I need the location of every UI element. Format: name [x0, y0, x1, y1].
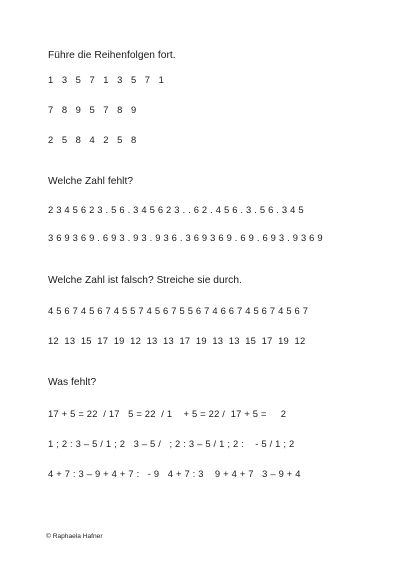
section-3-heading: Welche Zahl ist falsch? Streiche sie durch.	[48, 275, 242, 286]
sequence-row: 2 5 8 4 2 5 8	[48, 134, 137, 145]
copyright-footer: © Raphaela Hafner	[46, 533, 103, 540]
sequence-row: 2 3 4 5 6 2 3 . 5 6 . 3 4 5 6 2 3 . . 6 2 . 4 5 6 . 3 . 5 6 . 3 4 5	[48, 204, 304, 215]
section-4-heading: Was fehlt?	[48, 377, 97, 388]
sequence-row: 12 13 15 17 19 12 13 13 17 19 13 13 15 17 19 12	[48, 335, 306, 346]
sequence-row: 3 6 9 3 6 9 . 6 9 3 . 9 3 . 9 3 6 . 3 6 9 3 6 9 . 6 9 . 6 9 3 . 9 3 6 9	[48, 232, 323, 243]
sequence-row: 7 8 9 5 7 8 9	[48, 104, 137, 115]
sequence-row: 4 5 6 7 4 5 6 7 4 5 5 7 4 5 6 7 5 5 6 7 4 6 6 7 4 5 6 7 4 5 6 7	[48, 305, 309, 316]
section-2-heading: Welche Zahl fehlt?	[48, 176, 134, 187]
equation-row: 17 + 5 = 22 / 17 5 = 22 / 1 + 5 = 22 / 17 + 5 = 2	[48, 408, 287, 419]
equation-row: 1 ; 2 : 3 – 5 / 1 ; 2 3 – 5 / ; 2 : 3 – 5 / 1 ; 2 : - 5 / 1 ; 2	[48, 438, 295, 449]
equation-row: 4 + 7 : 3 – 9 + 4 + 7 : - 9 4 + 7 : 3 9 + 4 + 7 3 – 9 + 4	[48, 468, 301, 479]
section-1-heading: Führe die Reihenfolgen fort.	[48, 50, 176, 61]
sequence-row: 1 3 5 7 1 3 5 7 1	[48, 74, 165, 85]
